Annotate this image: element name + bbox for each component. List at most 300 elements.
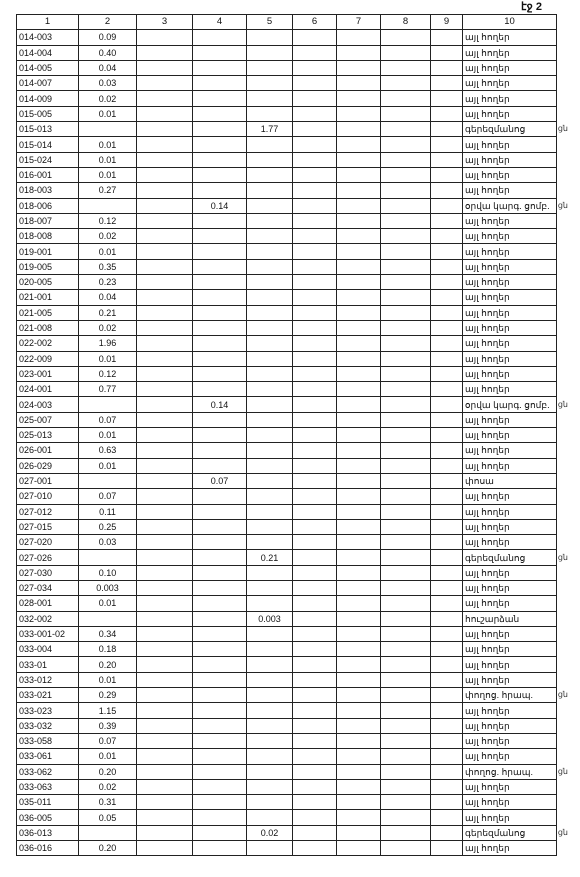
parcel-code-cell: 021-005 <box>17 305 79 320</box>
col3-cell <box>137 810 193 825</box>
parcel-code-cell: 033-032 <box>17 718 79 733</box>
col3-cell <box>137 45 193 60</box>
area-col5-cell <box>247 290 293 305</box>
area-col4-cell <box>193 519 247 534</box>
col6-cell <box>293 810 337 825</box>
area-col5-cell <box>247 60 293 75</box>
area-col4-cell <box>193 244 247 259</box>
area-col5-cell <box>247 580 293 595</box>
col8-cell <box>381 76 431 91</box>
col6-cell <box>293 626 337 641</box>
col8-cell <box>381 305 431 320</box>
col7-cell <box>337 535 381 550</box>
area-col5-cell <box>247 336 293 351</box>
area-col2-cell: 0.03 <box>79 535 137 550</box>
area-col4-cell <box>193 443 247 458</box>
col7-cell <box>337 198 381 213</box>
table-row <box>17 76 557 91</box>
land-use-cell: այլ հողեր <box>463 657 557 672</box>
table-row <box>17 45 557 60</box>
parcel-code-cell: 015-014 <box>17 137 79 152</box>
land-use-cell: այլ հողեր <box>463 366 557 381</box>
area-col2-cell <box>79 473 137 488</box>
col7-cell <box>337 397 381 412</box>
area-col2-cell: 0.07 <box>79 489 137 504</box>
col3-cell <box>137 642 193 657</box>
col6-cell <box>293 489 337 504</box>
area-col2-cell: 0.20 <box>79 764 137 779</box>
col9-cell <box>431 749 463 764</box>
col3-cell <box>137 290 193 305</box>
col9-cell <box>431 810 463 825</box>
area-col2-cell: 0.02 <box>79 91 137 106</box>
table-row <box>17 336 557 351</box>
col6-cell <box>293 519 337 534</box>
area-col4-cell <box>193 428 247 443</box>
parcel-code-cell: 014-007 <box>17 76 79 91</box>
area-col5-cell <box>247 565 293 580</box>
parcel-code-cell: 033-001-02 <box>17 626 79 641</box>
col8-cell <box>381 626 431 641</box>
table-row <box>17 489 557 504</box>
area-col2-cell: 0.11 <box>79 504 137 519</box>
area-col5-cell <box>247 642 293 657</box>
col8-cell <box>381 30 431 45</box>
col3-cell <box>137 122 193 137</box>
area-col2-cell: 0.03 <box>79 76 137 91</box>
area-col5-cell <box>247 183 293 198</box>
col7-cell <box>337 825 381 840</box>
table-row <box>17 382 557 397</box>
col6-cell <box>293 152 337 167</box>
col9-cell <box>431 565 463 580</box>
land-use-cell: այլ հողեր <box>463 305 557 320</box>
col7-cell <box>337 412 381 427</box>
area-col4-cell <box>193 106 247 121</box>
land-use-cell: փոսա <box>463 473 557 488</box>
col3-cell <box>137 841 193 856</box>
area-col4-cell <box>193 458 247 473</box>
area-col4-cell <box>193 122 247 137</box>
area-col5-cell <box>247 596 293 611</box>
parcel-code-cell: 033-058 <box>17 733 79 748</box>
area-col2-cell <box>79 825 137 840</box>
land-use-cell: այլ հողեր <box>463 626 557 641</box>
parcel-code-cell: 018-006 <box>17 198 79 213</box>
col7-cell <box>337 60 381 75</box>
col3-cell <box>137 764 193 779</box>
table-row <box>17 749 557 764</box>
col9-cell <box>431 825 463 840</box>
col9-cell <box>431 672 463 687</box>
area-col5-cell <box>247 841 293 856</box>
area-col4-cell <box>193 167 247 182</box>
area-col2-cell: 0.01 <box>79 749 137 764</box>
col8-cell <box>381 672 431 687</box>
area-col5-cell <box>247 167 293 182</box>
area-col4-cell <box>193 183 247 198</box>
land-use-cell: այլ հողեր <box>463 382 557 397</box>
col9-cell <box>431 290 463 305</box>
area-col4-cell <box>193 305 247 320</box>
col8-cell <box>381 122 431 137</box>
table-row <box>17 351 557 366</box>
parcel-code-cell: 014-004 <box>17 45 79 60</box>
area-col5-cell <box>247 305 293 320</box>
col7-cell <box>337 290 381 305</box>
land-use-cell: այլ հողեր <box>463 213 557 228</box>
land-use-cell: այլ հողեր <box>463 733 557 748</box>
col9-cell <box>431 305 463 320</box>
col8-cell <box>381 428 431 443</box>
area-col4-cell <box>193 229 247 244</box>
col7-cell <box>337 229 381 244</box>
col8-cell <box>381 382 431 397</box>
margin-mark: ցն <box>557 690 568 700</box>
parcel-code-cell: 033-062 <box>17 764 79 779</box>
parcel-code-cell: 014-005 <box>17 60 79 75</box>
col7-cell <box>337 688 381 703</box>
col6-cell <box>293 443 337 458</box>
col9-cell <box>431 397 463 412</box>
land-use-cell: գերեզմանոց <box>463 122 557 137</box>
area-col4-cell <box>193 688 247 703</box>
col3-cell <box>137 428 193 443</box>
area-col4-cell <box>193 718 247 733</box>
area-col5-cell <box>247 213 293 228</box>
col8-cell <box>381 611 431 626</box>
area-col4-cell: 0.07 <box>193 473 247 488</box>
col7-cell <box>337 504 381 519</box>
col9-cell <box>431 626 463 641</box>
parcel-code-cell: 033-021 <box>17 688 79 703</box>
col-header-2: 2 <box>79 15 137 30</box>
land-use-cell: այլ հողեր <box>463 229 557 244</box>
col3-cell <box>137 106 193 121</box>
parcel-code-cell: 021-008 <box>17 320 79 335</box>
col6-cell <box>293 366 337 381</box>
parcel-code-cell: 027-010 <box>17 489 79 504</box>
col3-cell <box>137 825 193 840</box>
col3-cell <box>137 275 193 290</box>
table-row <box>17 810 557 825</box>
table-row <box>17 259 557 274</box>
table-row <box>17 91 557 106</box>
parcel-code-cell: 020-005 <box>17 275 79 290</box>
col3-cell <box>137 443 193 458</box>
col7-cell <box>337 810 381 825</box>
col6-cell <box>293 779 337 794</box>
table-row <box>17 642 557 657</box>
land-use-cell: այլ հողեր <box>463 672 557 687</box>
area-col5-cell <box>247 718 293 733</box>
land-use-cell: այլ հողեր <box>463 320 557 335</box>
table-row <box>17 275 557 290</box>
parcel-code-cell: 027-030 <box>17 565 79 580</box>
col6-cell <box>293 30 337 45</box>
margin-mark: ցն <box>557 552 568 562</box>
area-col2-cell <box>79 198 137 213</box>
area-col5-cell <box>247 30 293 45</box>
land-use-cell: հուշարձան <box>463 611 557 626</box>
col7-cell <box>337 320 381 335</box>
area-col4-cell <box>193 596 247 611</box>
col8-cell <box>381 779 431 794</box>
land-use-cell: այլ հողեր <box>463 841 557 856</box>
margin-mark: ցն <box>557 399 568 409</box>
table-row <box>17 473 557 488</box>
col8-cell <box>381 290 431 305</box>
col-header-6: 6 <box>293 15 337 30</box>
col8-cell <box>381 489 431 504</box>
col-header-4: 4 <box>193 15 247 30</box>
col8-cell <box>381 764 431 779</box>
col6-cell <box>293 76 337 91</box>
col3-cell <box>137 565 193 580</box>
table-row <box>17 290 557 305</box>
area-col5-cell <box>247 473 293 488</box>
parcel-code-cell: 036-016 <box>17 841 79 856</box>
col3-cell <box>137 718 193 733</box>
area-col4-cell: 0.14 <box>193 198 247 213</box>
land-table <box>16 14 557 856</box>
col6-cell <box>293 764 337 779</box>
col8-cell <box>381 198 431 213</box>
parcel-code-cell: 027-026 <box>17 550 79 565</box>
area-col2-cell: 0.12 <box>79 213 137 228</box>
area-col2-cell: 0.12 <box>79 366 137 381</box>
parcel-code-cell: 027-001 <box>17 473 79 488</box>
land-use-cell: այլ հողեր <box>463 504 557 519</box>
col8-cell <box>381 412 431 427</box>
parcel-code-cell: 014-003 <box>17 30 79 45</box>
area-col5-cell <box>247 504 293 519</box>
col7-cell <box>337 122 381 137</box>
parcel-code-cell: 036-013 <box>17 825 79 840</box>
col8-cell <box>381 213 431 228</box>
area-col4-cell: 0.14 <box>193 397 247 412</box>
col9-cell <box>431 382 463 397</box>
col8-cell <box>381 504 431 519</box>
col8-cell <box>381 825 431 840</box>
col8-cell <box>381 244 431 259</box>
col6-cell <box>293 795 337 810</box>
parcel-code-cell: 021-001 <box>17 290 79 305</box>
area-col4-cell <box>193 733 247 748</box>
col3-cell <box>137 167 193 182</box>
col6-cell <box>293 504 337 519</box>
col9-cell <box>431 152 463 167</box>
area-col5-cell <box>247 244 293 259</box>
land-use-cell: այլ հողեր <box>463 259 557 274</box>
area-col2-cell: 0.07 <box>79 412 137 427</box>
col9-cell <box>431 443 463 458</box>
land-use-cell: այլ հողեր <box>463 718 557 733</box>
area-col2-cell: 0.04 <box>79 60 137 75</box>
area-col5-cell <box>247 703 293 718</box>
col9-cell <box>431 183 463 198</box>
col7-cell <box>337 489 381 504</box>
col3-cell <box>137 336 193 351</box>
area-col2-cell: 0.63 <box>79 443 137 458</box>
table-row <box>17 244 557 259</box>
area-col4-cell <box>193 60 247 75</box>
col6-cell <box>293 473 337 488</box>
area-col2-cell: 0.02 <box>79 779 137 794</box>
col6-cell <box>293 290 337 305</box>
col8-cell <box>381 183 431 198</box>
area-col5-cell <box>247 810 293 825</box>
col9-cell <box>431 489 463 504</box>
col6-cell <box>293 535 337 550</box>
land-use-cell: այլ հողեր <box>463 336 557 351</box>
table-row <box>17 412 557 427</box>
col8-cell <box>381 275 431 290</box>
col8-cell <box>381 718 431 733</box>
col7-cell <box>337 565 381 580</box>
area-col5-cell <box>247 443 293 458</box>
col9-cell <box>431 137 463 152</box>
col7-cell <box>337 841 381 856</box>
land-use-cell: այլ հողեր <box>463 443 557 458</box>
col6-cell <box>293 382 337 397</box>
land-use-cell: այլ հողեր <box>463 351 557 366</box>
area-col4-cell <box>193 91 247 106</box>
col9-cell <box>431 519 463 534</box>
col9-cell <box>431 733 463 748</box>
col3-cell <box>137 657 193 672</box>
table-row <box>17 229 557 244</box>
col7-cell <box>337 672 381 687</box>
col9-cell <box>431 611 463 626</box>
col3-cell <box>137 596 193 611</box>
col8-cell <box>381 642 431 657</box>
col3-cell <box>137 779 193 794</box>
area-col5-cell <box>247 106 293 121</box>
col3-cell <box>137 519 193 534</box>
land-use-cell: փողոց. հրապ. <box>463 764 557 779</box>
table-row <box>17 672 557 687</box>
col7-cell <box>337 703 381 718</box>
col6-cell <box>293 122 337 137</box>
area-col5-cell <box>247 535 293 550</box>
area-col4-cell <box>193 137 247 152</box>
table-row <box>17 152 557 167</box>
col9-cell <box>431 458 463 473</box>
area-col5-cell <box>247 749 293 764</box>
table-row <box>17 733 557 748</box>
parcel-code-cell: 032-002 <box>17 611 79 626</box>
col9-cell <box>431 30 463 45</box>
table-row <box>17 779 557 794</box>
parcel-code-cell: 026-001 <box>17 443 79 458</box>
parcel-code-cell: 018-008 <box>17 229 79 244</box>
table-row <box>17 535 557 550</box>
table-row <box>17 198 557 213</box>
area-col2-cell: 0.01 <box>79 596 137 611</box>
area-col5-cell <box>247 152 293 167</box>
area-col2-cell: 0.20 <box>79 657 137 672</box>
land-use-cell: այլ հողեր <box>463 76 557 91</box>
area-col4-cell <box>193 672 247 687</box>
col6-cell <box>293 229 337 244</box>
area-col5-cell: 0.02 <box>247 825 293 840</box>
col8-cell <box>381 535 431 550</box>
col6-cell <box>293 60 337 75</box>
parcel-code-cell: 022-002 <box>17 336 79 351</box>
area-col4-cell <box>193 336 247 351</box>
col8-cell <box>381 351 431 366</box>
area-col4-cell <box>193 626 247 641</box>
area-col5-cell <box>247 672 293 687</box>
area-col5-cell <box>247 351 293 366</box>
area-col4-cell <box>193 749 247 764</box>
table-row <box>17 764 557 779</box>
col7-cell <box>337 152 381 167</box>
land-use-cell: այլ հողեր <box>463 244 557 259</box>
area-col5-cell: 1.77 <box>247 122 293 137</box>
col9-cell <box>431 198 463 213</box>
land-use-cell: այլ հողեր <box>463 275 557 290</box>
area-col4-cell <box>193 382 247 397</box>
table-row <box>17 825 557 840</box>
area-col4-cell <box>193 351 247 366</box>
area-col5-cell: 0.003 <box>247 611 293 626</box>
col6-cell <box>293 657 337 672</box>
col6-cell <box>293 642 337 657</box>
area-col4-cell <box>193 76 247 91</box>
col7-cell <box>337 366 381 381</box>
area-col4-cell <box>193 213 247 228</box>
col7-cell <box>337 473 381 488</box>
area-col2-cell: 0.003 <box>79 580 137 595</box>
col6-cell <box>293 703 337 718</box>
col7-cell <box>337 779 381 794</box>
col7-cell <box>337 106 381 121</box>
area-col5-cell <box>247 259 293 274</box>
col9-cell <box>431 106 463 121</box>
area-col4-cell <box>193 535 247 550</box>
col7-cell <box>337 382 381 397</box>
col6-cell <box>293 596 337 611</box>
area-col2-cell: 0.04 <box>79 290 137 305</box>
area-col5-cell <box>247 137 293 152</box>
col6-cell <box>293 611 337 626</box>
col8-cell <box>381 167 431 182</box>
land-use-cell: այլ հողեր <box>463 749 557 764</box>
area-col4-cell <box>193 550 247 565</box>
col3-cell <box>137 76 193 91</box>
parcel-code-cell: 036-005 <box>17 810 79 825</box>
col-header-10: 10 <box>463 15 557 30</box>
col7-cell <box>337 458 381 473</box>
area-col2-cell: 0.10 <box>79 565 137 580</box>
col8-cell <box>381 336 431 351</box>
land-use-cell: օրվա կարգ. ցոմբ. <box>463 397 557 412</box>
col7-cell <box>337 336 381 351</box>
area-col5-cell <box>247 489 293 504</box>
area-col4-cell <box>193 611 247 626</box>
parcel-code-cell: 027-012 <box>17 504 79 519</box>
col7-cell <box>337 749 381 764</box>
col9-cell <box>431 596 463 611</box>
col9-cell <box>431 580 463 595</box>
area-col2-cell: 0.25 <box>79 519 137 534</box>
area-col2-cell: 0.01 <box>79 351 137 366</box>
parcel-code-cell: 033-063 <box>17 779 79 794</box>
area-col4-cell <box>193 565 247 580</box>
col6-cell <box>293 244 337 259</box>
